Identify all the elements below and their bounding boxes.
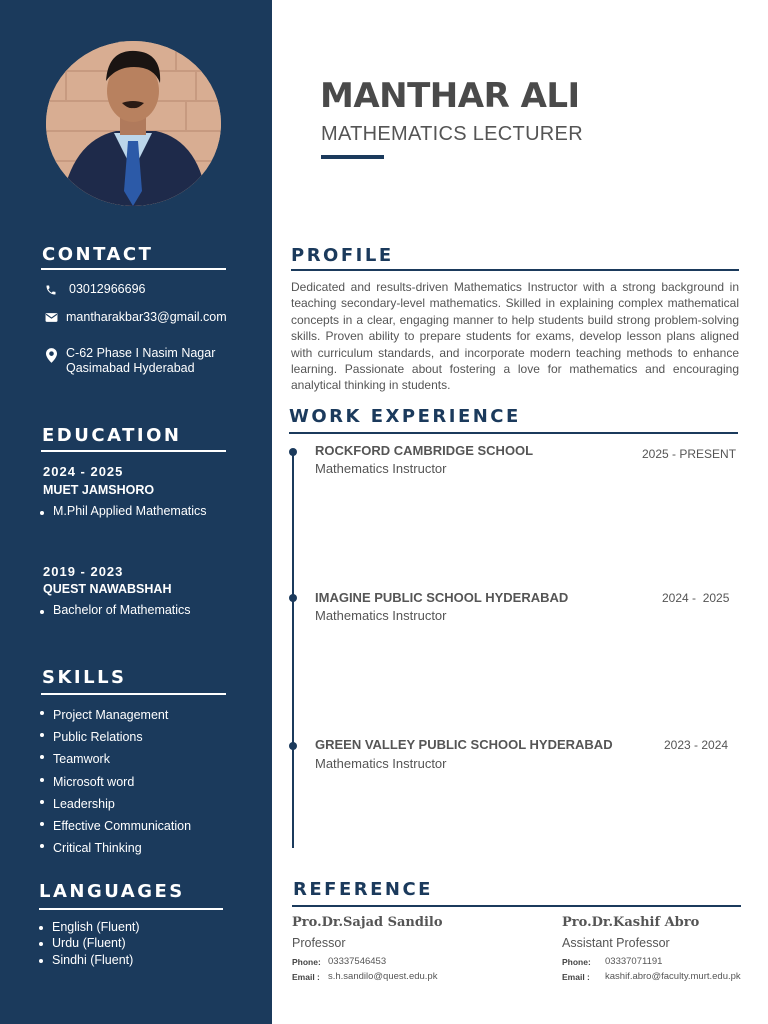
- timeline-dot: [289, 742, 297, 750]
- job-dates-2: 2024 - 2025: [662, 591, 730, 605]
- language-item: Urdu (Fluent): [52, 935, 140, 951]
- reference-rule: [292, 905, 741, 907]
- education-school-2: QUEST NAWABSHAH: [43, 582, 172, 596]
- education-rule: [41, 450, 226, 452]
- languages-rule: [39, 908, 223, 910]
- skill-item: Microsoft word: [53, 771, 191, 793]
- title-rule: [321, 155, 384, 159]
- reference-name-2: Pro.Dr.Kashif Abro: [562, 915, 700, 930]
- skill-item: Project Management: [53, 704, 191, 726]
- education-years-1: 2024 - 2025: [43, 464, 124, 479]
- education-degree-list-1: [53, 504, 207, 518]
- reference-phone-label-1: Phone:: [292, 957, 321, 967]
- profile-rule: [291, 269, 739, 271]
- skill-item: Critical Thinking: [53, 837, 191, 859]
- education-years-2: 2019 - 2023: [43, 564, 124, 579]
- skills-heading: SKILLS: [42, 667, 127, 688]
- skill-item: Teamwork: [53, 748, 191, 770]
- contact-email[interactable]: mantharakbar33@gmail.com: [66, 310, 227, 324]
- reference-phone-2[interactable]: 03337071191: [605, 956, 663, 967]
- reference-email-2[interactable]: kashif.abro@faculty.murt.edu.pk: [605, 971, 741, 982]
- profile-heading: PROFILE: [291, 245, 394, 266]
- skills-rule: [41, 693, 226, 695]
- timeline-dot: [289, 594, 297, 602]
- language-item: English (Fluent): [52, 920, 140, 934]
- job-role-1: Mathematics Instructor: [315, 461, 447, 476]
- skill-item: Leadership: [53, 793, 191, 815]
- skills-list: [53, 704, 191, 859]
- contact-address-row: [41, 346, 215, 376]
- job-role-3: Mathematics Instructor: [315, 756, 447, 771]
- candidate-title: MATHEMATICS LECTURER: [321, 123, 583, 145]
- profile-text: Dedicated and results-driven Mathematics Instructor with a strong background in teaching secondary-level mathematics. Skilled in explaining complex mathematical concepts in a clear, engaging manner to help students build strong problem-solving skills. Proven ability to prepare students for exams, develop lesson plans aligned with curriculum standards, and incorporate modern teaching methods to enhance learning. Passionate about fostering a love for mathematics and encouraging analytical thinking in students.: [291, 280, 739, 393]
- job-company-1: ROCKFORD CAMBRIDGE SCHOOL: [315, 443, 534, 458]
- education-heading: EDUCATION: [42, 425, 182, 446]
- education-school-1: MUET JAMSHORO: [43, 483, 155, 497]
- timeline-dot: [289, 448, 297, 456]
- reference-phone-1[interactable]: 03337546453: [328, 956, 387, 967]
- mail-icon: [41, 310, 61, 323]
- job-dates-3: 2023 - 2024: [664, 738, 729, 752]
- reference-role-2: Assistant Professor: [562, 936, 670, 950]
- contact-rule: [41, 268, 226, 270]
- address-line-1: C-62 Phase I Nasim Nagar: [66, 346, 216, 360]
- reference-email-1[interactable]: s.h.sandilo@quest.edu.pk: [328, 971, 438, 982]
- job-company-3: GREEN VALLEY PUBLIC SCHOOL HYDERABAD: [315, 737, 613, 752]
- languages-heading: LANGUAGES: [39, 881, 185, 902]
- job-role-2: Mathematics Instructor: [315, 608, 447, 623]
- contact-phone[interactable]: 03012966696: [69, 282, 146, 296]
- phone-icon: [41, 282, 61, 296]
- reference-email-label-2: Email :: [562, 972, 590, 982]
- reference-phone-label-2: Phone:: [562, 957, 591, 967]
- education-degree-1: M.Phil Applied Mathematics: [53, 504, 207, 518]
- skill-item: Effective Communication: [53, 815, 191, 837]
- contact-address: [66, 346, 215, 376]
- reference-role-1: Professor: [292, 936, 346, 950]
- reference-email-label-1: Email :: [292, 972, 320, 982]
- experience-timeline: [292, 452, 294, 848]
- reference-name-1: Pro.Dr.Sajad Sandilo: [292, 915, 443, 930]
- candidate-name: MANTHAR ALI: [320, 76, 580, 116]
- work-experience-heading: WORK EXPERIENCE: [289, 406, 521, 427]
- contact-email-row: [41, 310, 227, 325]
- skill-item: Public Relations: [53, 726, 191, 748]
- portrait-photo: [46, 41, 221, 206]
- education-degree-2: Bachelor of Mathematics: [53, 603, 191, 617]
- work-experience-rule: [289, 432, 738, 434]
- address-line-2: Qasimabad Hyderabad: [66, 361, 195, 375]
- location-pin-icon: [41, 346, 61, 363]
- education-degree-list-2: [53, 603, 191, 617]
- sidebar: [0, 0, 272, 1024]
- job-company-2: IMAGINE PUBLIC SCHOOL HYDERABAD: [315, 590, 569, 605]
- language-item: Sindhi (Fluent): [52, 952, 140, 968]
- job-dates-1: 2025 - PRESENT: [642, 447, 737, 461]
- contact-phone-row: [41, 282, 145, 297]
- languages-list: [52, 919, 140, 968]
- contact-heading: CONTACT: [42, 244, 154, 265]
- reference-heading: REFERENCE: [293, 879, 433, 900]
